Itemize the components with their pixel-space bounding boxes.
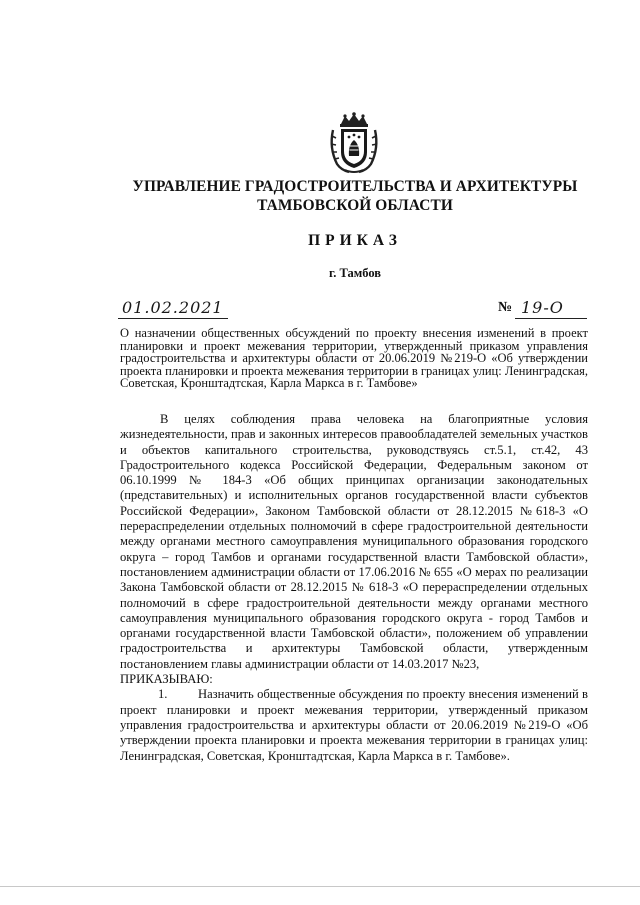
organization-name-line1: УПРАВЛЕНИЕ ГРАДОСТРОИТЕЛЬСТВА И АРХИТЕКТУРЫ xyxy=(132,178,578,195)
order-date-field xyxy=(118,296,228,319)
coat-of-arms-icon xyxy=(327,112,381,174)
order-number-label: № xyxy=(498,300,513,315)
order-number-field xyxy=(515,296,587,319)
page-bottom-rule xyxy=(0,886,640,887)
order-date-value: 01.02.2021 xyxy=(122,298,224,317)
order-directive-word: ПРИКАЗЫВАЮ: xyxy=(120,672,213,687)
order-item-number: 1. xyxy=(158,687,168,702)
order-number-value: 19-О xyxy=(521,298,564,317)
document-type-title: ПРИКАЗ xyxy=(308,232,402,249)
order-subject: О назначении общественных обсуждений по проекту внесения изменений в проект планировки и проект межевания территории, утвержденный приказом управления градостроительства и архитектуры области от 20.06.2019 №219-О «Об утверждении проекта планировки и проекта межевания территории в границах улиц: Ленинградская, Советская, Кронштадтская, Карла Маркса в г. Тамбове» xyxy=(120,326,588,391)
order-item-1 xyxy=(120,687,588,763)
order-item-text: Назначить общественные обсуждения по проекту внесения изменений в проект планировки и проект межевания территории, утвержденный приказом управления градостроительства и архитектуры области от 20.06.2019 №219-О «Об утверждении проекта планировки и проекта межевания территории в границах улиц: Ленинградская, Советская, Кронштадтская, Карла Маркса в г. Тамбове». xyxy=(120,687,588,763)
order-body xyxy=(120,412,588,764)
preamble-paragraph: В целях соблюдения права человека на благоприятные условия жизнедеятельности, прав и законных интересов правообладателей земельных участков и объектов капитального строительства, руководствуясь ст.5.1, ст.42, 43 Градостроительного кодекса Российской Федерации, Федеральным законом от 06.10.1999 № 184-3 «Об общих принципах организации законодательных (представительных) и исполнительных органов государственной власти субъектов Российской Федерации», Законом Тамбовской области от 28.12.2015 №618-3 «О перераспределении отдельных полномочий в сфере градостроительной деятельности между органами местного самоуправления муниципального образования городского округа – город Тамбов и органами государственной власти Тамбовской области», постановлением администрации области от 17.06.2016 № 655 «О мерах по реализации Закона Тамбовской области от 28.12.2015 № 618-3 «О перераспределении отдельных полномочий в сфере градостроительной деятельности между органами местного самоуправления муниципального образования городского округа - город Тамбов и органами государственной власти Тамбовской области», положением об управлении градостроительства и архитектуры Тамбовской области, утвержденным постановлением главы администрации области от 14.03.2017 №23, xyxy=(120,412,588,671)
organization-name-line2: ТАМБОВСКОЙ ОБЛАСТИ xyxy=(257,197,453,214)
city-label: г. Тамбов xyxy=(328,266,382,280)
